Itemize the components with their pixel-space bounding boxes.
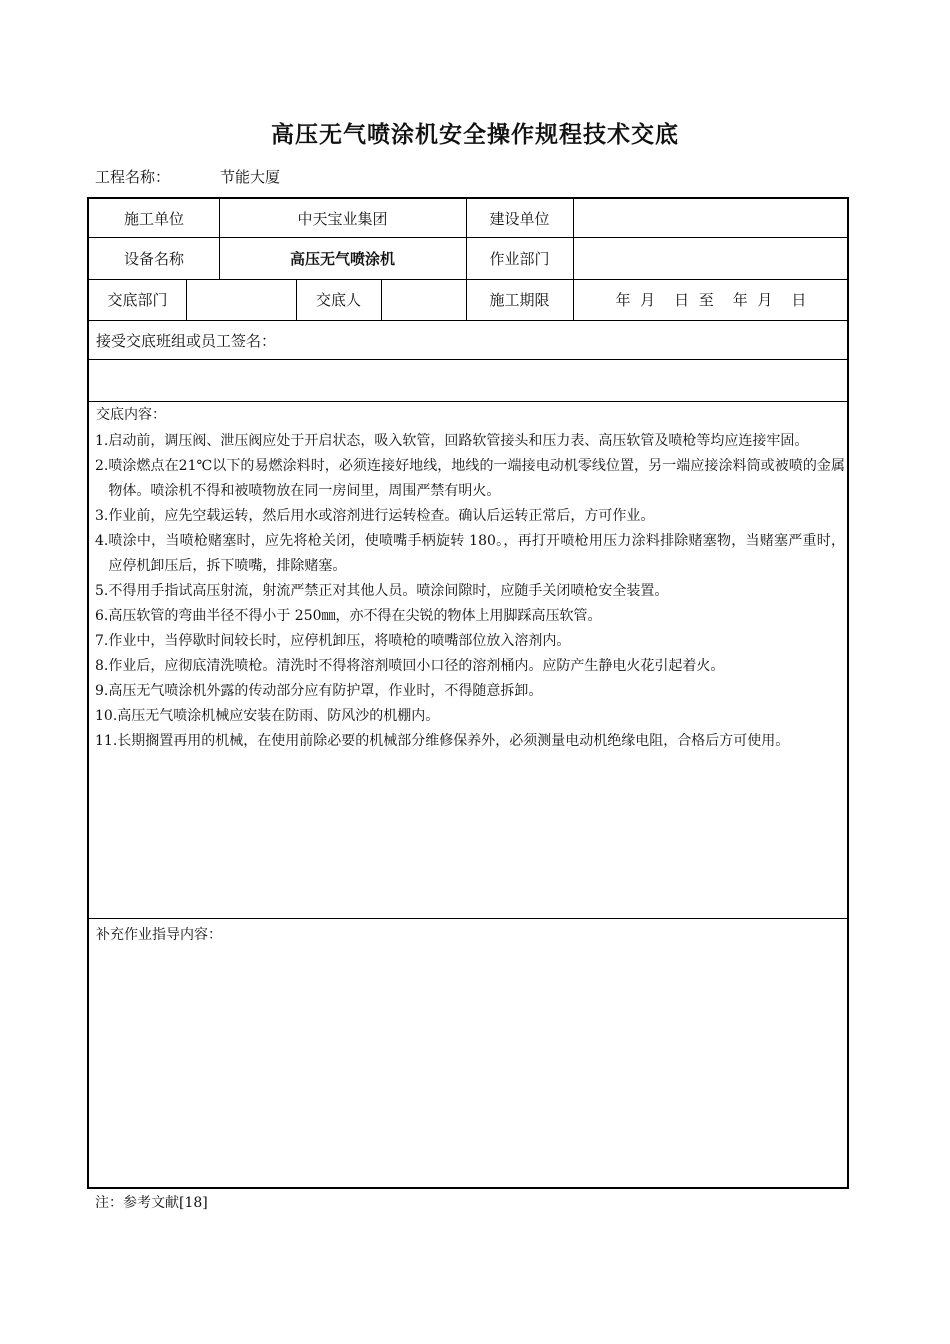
list-item	[95, 429, 845, 454]
item-number: 6.	[95, 608, 109, 624]
list-item	[95, 504, 845, 529]
item-number: 2.	[95, 458, 109, 474]
document-title: 高压无气喷涂机安全操作规程技术交底	[271, 122, 679, 148]
item-number: 3.	[95, 508, 109, 524]
item-text: 作业中，当停歇时间较长时，应停机卸压，将喷枪的喷嘴部位放入溶剂内。	[108, 633, 571, 649]
item-text: 喷涂燃点在21℃以下的易燃涂料时，必须连接好地线，地线的一端接电动机零线位置，另一端应接涂料筒或被喷的金属物体。喷涂机不得和被喷物放在同一房间里，周围严禁有明火。	[108, 458, 845, 499]
row-divider	[89, 401, 849, 402]
item-text: 高压无气喷涂机械应安装在防雨、防风沙的机棚内。	[117, 708, 440, 724]
list-item	[95, 529, 845, 579]
list-item	[95, 729, 845, 754]
item-text: 作业前，应先空载运转，然后用水或溶剂进行运转检查。确认后运转正常后，方可作业。	[108, 508, 655, 524]
equipment-name-label: 设备名称	[123, 249, 184, 268]
row-divider	[89, 359, 849, 360]
item-number: 8.	[95, 658, 109, 674]
briefer-label: 交底人	[315, 291, 361, 309]
work-dept-label: 作业部门	[489, 249, 550, 268]
briefing-content-list	[95, 429, 845, 754]
item-number: 5.	[95, 583, 109, 599]
briefing-dept-label: 交底部门	[107, 291, 168, 309]
content-label: 交底内容：	[96, 407, 166, 423]
builder-unit-label: 建设单位	[489, 209, 550, 228]
briefer-value	[381, 279, 466, 320]
item-text: 高压无气喷涂机外露的传动部分应有防护罩，作业时，不得随意拆卸。	[108, 683, 543, 699]
signature-label: 接受交底班组或员工签名：	[96, 332, 277, 350]
list-item	[95, 579, 845, 604]
item-number: 1.	[95, 433, 109, 449]
supplement-label: 补充作业指导内容：	[96, 927, 222, 943]
reference-note: 注：参考文献[18]	[95, 1195, 208, 1211]
item-number: 11.	[95, 733, 118, 749]
item-number: 7.	[95, 633, 109, 649]
item-text: 高压软管的弯曲半径不得小于 250㎜，亦不得在尖锐的物体上用脚踩高压软管。	[108, 608, 602, 624]
list-item	[95, 454, 845, 504]
list-item	[95, 679, 845, 704]
item-number: 10.	[95, 708, 118, 724]
item-text: 喷涂中，当喷枪赌塞时，应先将枪关闭，使喷嘴手柄旋转 180。，再打开喷枪用压力涂料排除赌塞物，当赌塞严重时，应停机卸压后，拆下喷嘴，排除赌塞。	[108, 533, 845, 574]
item-text: 长期搁置再用的机械，在使用前除必要的机械部分维修保养外，必须测量电动机绝缘电阻，合格后方可使用。	[117, 733, 790, 749]
project-name-value: 节能大厦	[220, 168, 281, 186]
item-text: 启动前，调压阀、泄压阀应处于开启状态，吸入软管，回路软管接头和压力表、高压软管及喷枪等均应连接牢固。	[108, 433, 809, 449]
item-number: 9.	[95, 683, 109, 699]
item-text: 作业后，应彻底清洗喷枪。清洗时不得将溶剂喷回小口径的溶剂桶内。应防产生静电火花引起着火。	[108, 658, 725, 674]
row-divider	[89, 918, 849, 919]
project-name-label: 工程名称：	[95, 168, 171, 186]
work-dept-value	[573, 237, 849, 279]
list-item	[95, 654, 845, 679]
row-divider	[89, 320, 849, 321]
briefing-dept-value	[186, 279, 296, 320]
list-item	[95, 704, 845, 729]
equipment-name-value: 高压无气喷涂机	[289, 249, 395, 268]
list-item	[95, 629, 845, 654]
builder-unit-value	[573, 199, 849, 237]
construction-unit-label: 施工单位	[123, 209, 184, 228]
period-value: 年 月 日 至 年 月 日	[615, 291, 807, 309]
list-item	[95, 604, 845, 629]
item-number: 4.	[95, 533, 109, 549]
item-text: 不得用手指试高压射流，射流严禁正对其他人员。喷涂间隙时，应随手关闭喷枪安全装置。	[108, 583, 669, 599]
period-label: 施工期限	[489, 291, 550, 309]
construction-unit-value: 中天宝业集团	[297, 209, 388, 228]
